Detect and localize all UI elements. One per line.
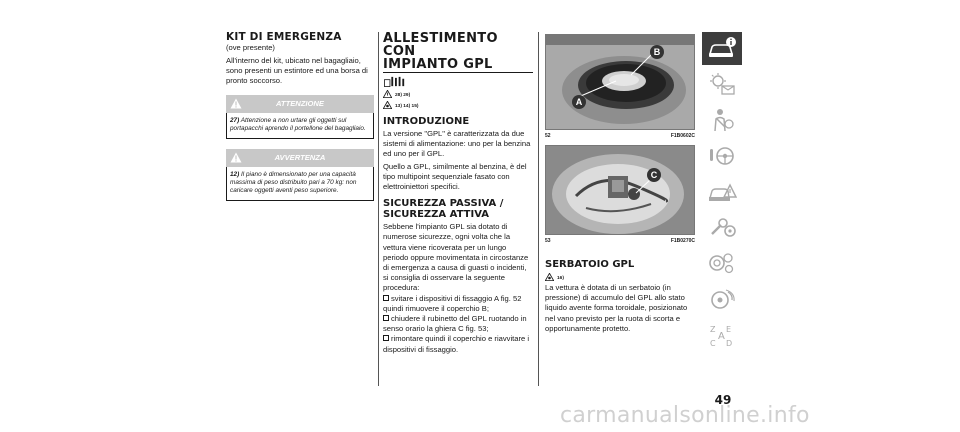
attention-label: ATTENZIONE: [276, 98, 324, 108]
safety-paragraph: Sebbene l'impianto GPL sia dotato di numerose sicurezze, ogni volta che la vettura viene ricoverata per un lungo periodo oppure movimentata in circostanze di emergenza a causa di guasti o incidenti, si consiglia di osservare la seguente procedura:: [383, 222, 529, 293]
warning-header: [226, 149, 374, 167]
svg-text:D: D: [726, 338, 733, 348]
caution-triangle-icon: [545, 273, 554, 281]
tab-technical-data[interactable]: [702, 247, 742, 280]
intro-paragraph: La versione "GPL" è caratterizzata da due sistemi di alimentazione: uno per la benzina ed uno per il GPL.: [383, 129, 531, 159]
intro-paragraph: All'interno del kit, ubicato nel bagagliaio, sono presenti un estintore ed una borsa di pronto soccorso.: [226, 56, 368, 86]
title-underline: [383, 72, 533, 73]
list-item: rimontare quindi il coperchio e riavvitare i dispositivi di fissaggio.: [383, 334, 530, 354]
svg-text:A: A: [718, 330, 725, 342]
tab-multimedia[interactable]: [702, 283, 742, 316]
label-b: B: [650, 45, 664, 59]
tab-index[interactable]: [702, 318, 742, 351]
svg-text:C: C: [710, 338, 716, 348]
note-references-1: 28) 29): [383, 90, 533, 98]
attention-box: [226, 113, 374, 139]
tank-note-reference: 16): [545, 273, 695, 281]
safety-heading-line2: SICUREZZA ATTIVA: [383, 209, 489, 221]
lpg-tank-cover-illustration: [546, 35, 695, 130]
attention-text: Attenzione a non urtare gli oggetti sul portapacchi aprendo il portellone del bagagliaio.: [230, 116, 366, 132]
section-title: KIT DI EMERGENZA: [226, 31, 342, 43]
watermark-text: carmanualsonline.info: [560, 403, 810, 428]
tab-emergency[interactable]: [702, 175, 742, 208]
tab-starting-driving[interactable]: [702, 139, 742, 172]
column-divider: [378, 32, 379, 386]
car-info-icon: [707, 36, 737, 62]
svg-text:Z: Z: [710, 324, 716, 334]
tab-dashboard-lights[interactable]: [702, 68, 742, 101]
checkbox-bullet-icon: [383, 315, 389, 321]
warning-text: Il piano è dimensionato per una capacità massima di peso distribuito pari a 70 kg: non caricare oggetti aventi peso superiore.: [230, 170, 357, 194]
tank-paragraph: La vettura è dotata di un serbatoio (in pressione) di accumulo del GPL allo stato liquido avente forma toroidale, posizionato nel vano previsto per la ruota di scorta e opportunamente protetto.: [545, 283, 688, 333]
alphabetical-index-icon: [707, 322, 737, 348]
page-number: 49: [714, 393, 732, 407]
label-a: A: [572, 95, 586, 109]
figure-52-photo: [545, 34, 695, 130]
label-c: C: [647, 168, 661, 182]
note-references-2: 13) 14) 15): [383, 101, 533, 109]
lpg-logo-icon: [383, 76, 407, 87]
warning-triangle-icon: [383, 90, 392, 98]
steering-start-icon: [707, 143, 737, 169]
emergency-car-icon: [707, 179, 737, 205]
left-column: [226, 32, 374, 201]
figure-53-caption: 53 F1B0270C: [545, 238, 695, 244]
tank-heading: SERBATOIO GPL: [545, 259, 635, 270]
intro-heading: INTRODUZIONE: [383, 116, 470, 127]
safety-heading-line1: SICUREZZA PASSIVA /: [383, 198, 504, 210]
lpg-valve-illustration: [546, 146, 695, 235]
chapter-title-line2: IMPIANTO GPL: [383, 57, 493, 72]
warning-label: AVVERTENZA: [274, 152, 326, 162]
figure-53-photo: [545, 145, 695, 235]
tab-maintenance[interactable]: [702, 211, 742, 244]
checkbox-bullet-icon: [383, 335, 389, 341]
technical-data-icon: [707, 250, 737, 276]
seatbelt-safety-icon: [707, 107, 737, 133]
procedure-steps: [383, 294, 533, 355]
figure-52-caption: 52 F1B0602C: [545, 133, 695, 139]
svg-text:E: E: [726, 324, 732, 334]
attention-header: [226, 95, 374, 113]
intro-paragraph-2: Quello a GPL, similmente al benzina, è del tipo multipoint sequenziale fasato con elettroiniettori specifici.: [383, 161, 527, 192]
list-item: chiudere il rubinetto del GPL ruotando in senso orario la ghiera C fig. 53;: [383, 314, 527, 334]
tab-car-info[interactable]: [702, 32, 742, 65]
checkbox-bullet-icon: [383, 295, 389, 301]
warning-box: [226, 167, 374, 201]
tab-safety[interactable]: [702, 104, 742, 137]
caution-triangle-icon: [383, 101, 392, 109]
list-item: svitare i dispositivi di fissaggio A fig. 52 quindi rimuovere il coperchio B;: [383, 293, 522, 313]
multimedia-disc-icon: [707, 286, 737, 312]
dashboard-lights-icon: [707, 71, 737, 97]
attention-number: 27): [230, 116, 240, 124]
right-column: [545, 34, 695, 334]
column-divider: [538, 32, 539, 386]
chapter-title-line1: ALLESTIMENTO CON: [383, 31, 498, 59]
warning-number: 12): [230, 170, 240, 178]
chapter-tab-strip: [702, 32, 742, 384]
middle-column: [383, 32, 533, 355]
section-subtitle: (ove presente): [226, 43, 275, 52]
maintenance-tools-icon: [707, 214, 737, 240]
